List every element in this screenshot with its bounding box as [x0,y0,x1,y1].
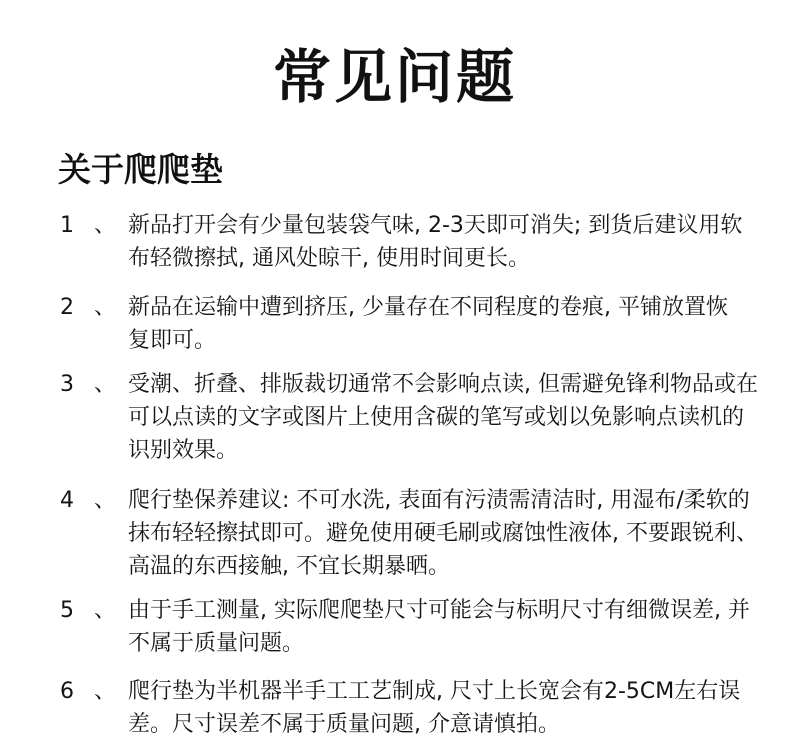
faq-item-4 [60,484,758,583]
faq-item-text [128,675,740,741]
faq-item-text [128,484,758,583]
faq-item-line: 可以点读的文字或图片上使用含碳的笔写或划以免影响点读机的 [128,405,745,430]
faq-item-line: 受潮、折叠、排版裁切通常不会影响点读, 但需避免锋利物品或在 [128,372,758,397]
faq-item-separator: 、 [94,295,117,320]
faq-item-5 [60,594,750,660]
faq-item-separator: 、 [94,598,117,623]
faq-item-number: 3 [60,372,74,397]
faq-item-separator: 、 [94,679,117,704]
faq-item-line: 不属于质量问题。 [128,631,305,656]
faq-item-number: 4 [60,488,74,513]
faq-item-6 [60,675,740,741]
faq-item-2 [60,291,740,357]
page-title: 常见问题 [272,43,517,111]
section-heading: 关于爬爬垫 [58,150,223,189]
faq-item-3 [60,368,758,467]
faq-item-number: 5 [60,598,74,623]
faq-item-line: 高温的东西接触, 不宜长期暴晒。 [128,554,450,579]
faq-item-line: 差。尺寸误差不属于质量问题, 介意请慎拍。 [128,712,560,737]
faq-item-number: 1 [60,213,74,238]
faq-item-line: 布轻微擦拭, 通风处晾干, 使用时间更长。 [128,246,530,271]
faq-item-1 [60,209,743,275]
faq-item-line: 识别效果。 [128,438,239,463]
faq-item-line: 复即可。 [128,328,217,353]
faq-item-text [128,594,750,660]
faq-item-separator: 、 [94,213,117,238]
faq-item-line: 抹布轻轻擦拭即可。避免使用硬毛刷或腐蚀性液体, 不要跟锐利、 [128,521,758,546]
faq-item-line: 爬行垫保养建议: 不可水洗, 表面有污渍需清洁时, 用湿布/柔软的 [128,488,750,513]
faq-item-line: 由于手工测量, 实际爬爬垫尺寸可能会与标明尺寸有细微误差, 并 [128,598,750,623]
faq-item-number: 2 [60,295,74,320]
faq-item-text [128,209,742,275]
faq-item-line: 新品在运输中遭到挤压, 少量存在不同程度的卷痕, 平铺放置恢 [128,295,728,320]
faq-item-text [128,368,758,467]
faq-item-number: 6 [60,679,74,704]
faq-item-line: 新品打开会有少量包装袋气味, 2-3天即可消失; 到货后建议用软 [128,213,743,238]
faq-item-separator: 、 [94,488,117,513]
faq-item-line: 爬行垫为半机器半手工工艺制成, 尺寸上长宽会有2-5CM左右误 [128,679,741,704]
faq-item-separator: 、 [94,372,117,397]
faq-item-text [128,291,740,357]
